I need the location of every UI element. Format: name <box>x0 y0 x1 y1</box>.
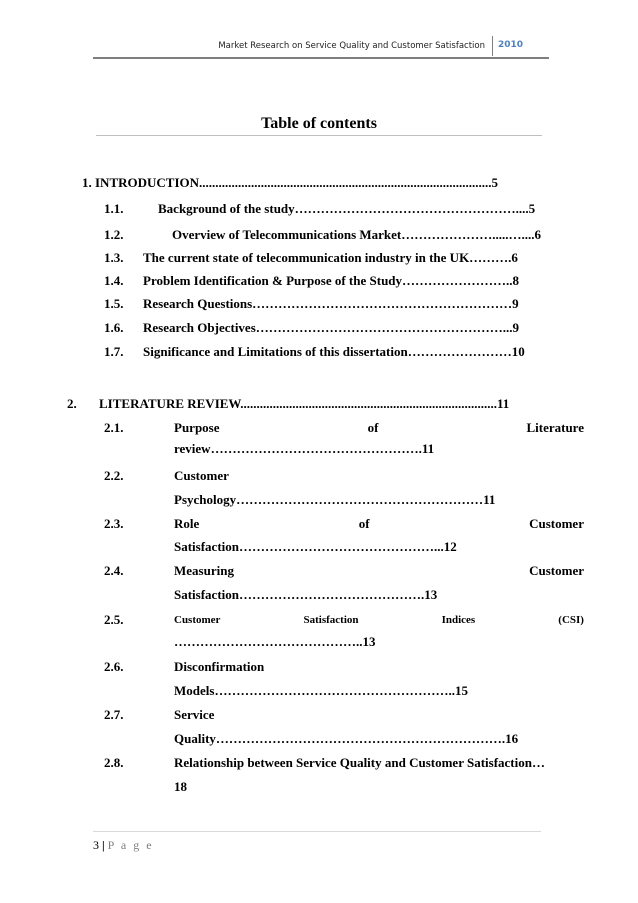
toc-entry-2-2[interactable]: Customer <box>174 468 229 483</box>
toc-word: Customer <box>529 516 584 531</box>
toc-entry-2-5[interactable] <box>174 612 584 628</box>
toc-word: Purpose <box>174 420 220 435</box>
toc-entry-1-1[interactable]: Background of the study……………………………………………....5 <box>158 201 536 216</box>
toc-entry-2-1-cont[interactable]: review………………………………………….11 <box>174 441 435 456</box>
toc-word: (CSI) <box>558 614 584 626</box>
toc-word: Indices <box>441 614 476 626</box>
toc-entry-2-3-cont[interactable]: Satisfaction………………………………………...12 <box>174 539 457 554</box>
toc-word: of <box>367 420 379 435</box>
page-title: Table of contents <box>261 115 377 132</box>
toc-word: of <box>358 516 370 531</box>
page-number: 3 <box>93 838 99 852</box>
toc-entry-num: 2.4. <box>104 563 124 578</box>
page-footer <box>93 838 154 853</box>
page-label: P a g e <box>107 838 154 852</box>
toc-entry-1[interactable]: 1. INTRODUCTION..........................................................................................5 <box>82 175 499 190</box>
toc-entry-num: 1.5. <box>104 296 124 311</box>
toc-entry-2-6[interactable]: Disconfirmation <box>174 659 265 674</box>
toc-entry-2-6-cont[interactable]: Models………………………………………………..15 <box>174 683 468 698</box>
toc-entry-num: 1.4. <box>104 273 124 288</box>
toc-word: Customer <box>174 614 221 626</box>
toc-entry-num: 2.8. <box>104 755 124 770</box>
toc-entry-num: 1.2. <box>104 227 124 242</box>
title-rule <box>96 135 542 136</box>
toc-entry-1-7[interactable]: Significance and Limitations of this dissertation……………………10 <box>143 344 525 359</box>
running-header-year: 2010 <box>498 40 524 50</box>
toc-entry-1-4[interactable]: Problem Identification & Purpose of the Study……………………..8 <box>143 273 520 288</box>
footer-rule <box>93 831 541 832</box>
toc-word: Customer <box>529 563 584 578</box>
toc-entry-2-7[interactable]: Service <box>174 707 215 722</box>
toc-entry-2-4-cont[interactable]: Satisfaction…………………………………….13 <box>174 587 438 602</box>
toc-entry-num: 1.7. <box>104 344 124 359</box>
toc-entry-num: 2.3. <box>104 516 124 531</box>
toc-entry-1-3[interactable]: The current state of telecommunication industry in the UK……….6 <box>143 250 518 265</box>
toc-entry-2[interactable]: LITERATURE REVIEW...............................................................................11 <box>99 396 510 411</box>
toc-word: Measuring <box>174 563 234 578</box>
toc-word: Role <box>174 516 200 531</box>
toc-entry-num: 2.5. <box>104 612 124 627</box>
toc-entry-1-6[interactable]: Research Objectives…………………………………………………...9 <box>143 320 520 335</box>
toc-entry-2-7-cont[interactable]: Quality………………………………………………………….16 <box>174 731 519 746</box>
toc-entry-2-5-cont[interactable]: ……………………………………..13 <box>174 634 376 649</box>
toc-entry-2-2-cont[interactable]: Psychology…………………………………………………11 <box>174 492 496 507</box>
toc-word: Literature <box>526 420 584 435</box>
toc-word: Satisfaction <box>303 614 359 626</box>
toc-entry-2-8[interactable]: Relationship between Service Quality and Customer Satisfaction… <box>174 755 545 770</box>
header-separator <box>492 36 493 56</box>
footer-separator: | <box>102 838 105 852</box>
toc-entry-2-3[interactable] <box>174 516 584 532</box>
running-header-title: Market Research on Service Quality and Customer Satisfaction <box>218 41 485 51</box>
toc-entry-num: 1.6. <box>104 320 124 335</box>
toc-entry-2-1[interactable] <box>174 420 584 436</box>
toc-entry-num: 2.6. <box>104 659 124 674</box>
toc-entry-num: 1.3. <box>104 250 124 265</box>
toc-entry-num: 2. <box>67 396 77 411</box>
header-rule <box>93 57 549 59</box>
toc-entry-num: 2.1. <box>104 420 124 435</box>
toc-entry-num: 2.7. <box>104 707 124 722</box>
toc-entry-2-4[interactable] <box>174 563 584 579</box>
toc-entry-1-2[interactable]: Overview of Telecommunications Market………………….....…....6 <box>172 227 542 242</box>
toc-entry-2-8-cont[interactable]: 18 <box>174 779 187 794</box>
toc-entry-num: 1.1. <box>104 201 124 216</box>
toc-entry-1-5[interactable]: Research Questions……………………………………………………9 <box>143 296 519 311</box>
toc-entry-num: 2.2. <box>104 468 124 483</box>
